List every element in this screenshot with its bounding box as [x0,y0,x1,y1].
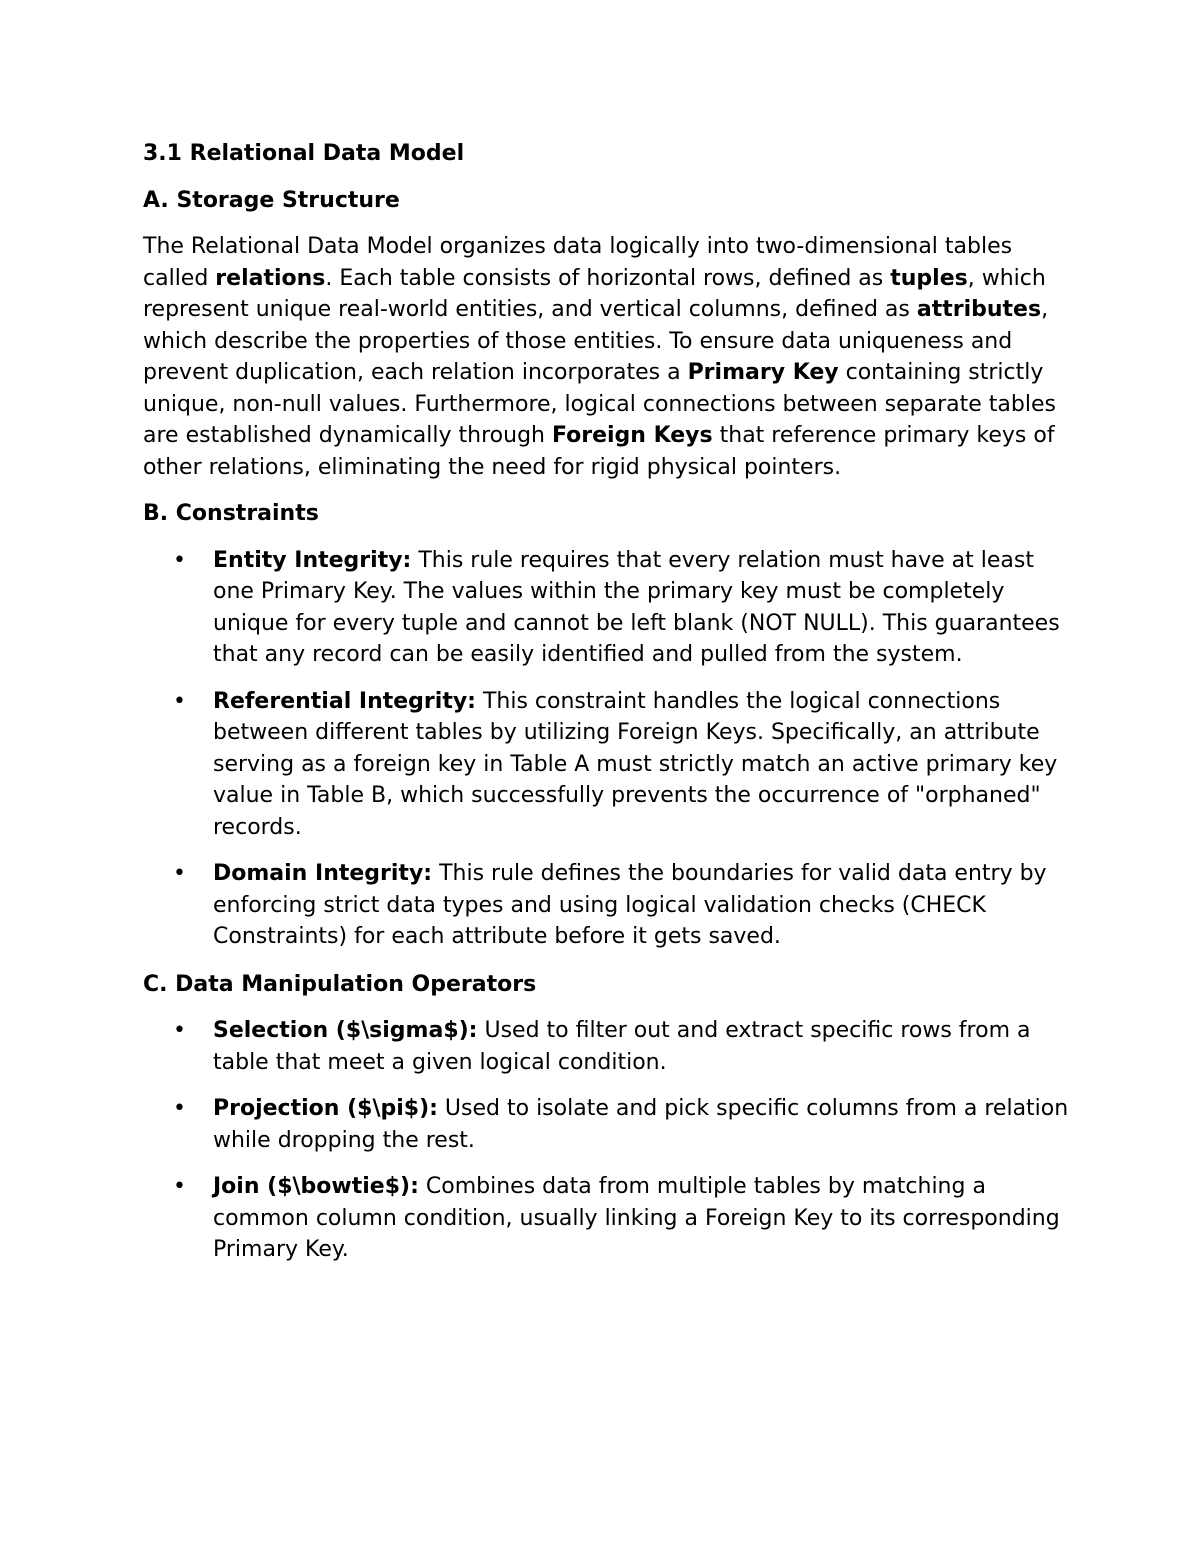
list-item-text: This constraint handles the logical connections between different tables by utilizing Foreign Keys. Specifically, an attribute serving as a foreign key in Table A must strictly match an active primary key value in Table B, which successfully prevents the occurrence of "orphaned" records. [213,688,1058,840]
constraints-heading: B. Constraints [143,501,319,526]
text-run: , which describe the properties of those entities. To ensure data uniqueness and prevent duplication, each relation incorporates a [143,297,1049,385]
list-item-text: This rule requires that every relation must have at least one Primary Key. The values within the primary key must be completely unique for every tuple and cannot be left blank (NOT NULL). This guarantees that any record can be easily identified and pulled from the system. [213,547,1060,667]
list-item [143,545,1073,671]
list-item [143,1015,1073,1078]
list-item-text: Used to isolate and pick specific columns from a relation while dropping the rest. [213,1096,1069,1153]
storage-structure-heading: A. Storage Structure [143,187,400,213]
bullet-icon: • [173,861,186,886]
bullet-icon: • [173,1174,186,1199]
list-item-term: Referential Integrity: [213,688,476,714]
bullet-icon: • [173,547,186,573]
list-item-term: Entity Integrity: [213,547,412,573]
list-item-term: Domain Integrity: [213,861,433,886]
term-primary-key: Primary Key [687,360,839,385]
text-run: The Relational Data Model organizes data logically into two-dimensional tables called [143,234,1013,291]
text-run: containing strictly unique, non-null values. Furthermore, logical connections between separate tables are established dynamically through [143,360,1056,448]
term-relations: relations [215,265,326,291]
list-item-text: Combines data from multiple tables by matching a common column condition, usually linking a Foreign Key to its corresponding Primary Key. [213,1174,1060,1262]
list-item [143,858,1073,953]
list-item [143,1171,1073,1266]
operators-list [143,1015,1073,1266]
bullet-icon: • [173,1096,186,1121]
list-item-term: Join ($\bowtie$): [213,1174,419,1199]
section-title: 3.1 Relational Data Model [143,141,465,166]
list-item-term: Projection ($\pi$): [213,1096,438,1121]
text-run: , which represent unique real-world entities, and vertical columns, defined as [143,265,1046,322]
operators-heading: C. Data Manipulation Operators [143,971,537,997]
bullet-icon: • [173,1018,186,1043]
text-run: . Each table consists of horizontal rows, defined as [325,265,891,291]
term-attributes: attributes [916,297,1042,322]
storage-structure-paragraph [143,231,1073,483]
list-item [143,686,1073,844]
constraints-list [143,545,1073,953]
list-item-text: Used to filter out and extract specific rows from a table that meet a given logical condition. [213,1018,1031,1075]
list-item-term: Selection ($\sigma$): [213,1018,478,1043]
list-item [143,1093,1073,1156]
term-tuples: tuples [890,265,968,291]
bullet-icon: • [173,688,186,714]
list-item-text: This rule defines the boundaries for valid data entry by enforcing strict data types and using logical validation checks (CHECK Constraints) for each attribute before it gets saved. [213,861,1047,949]
term-foreign-keys: Foreign Keys [551,423,713,448]
text-run: that reference primary keys of other relations, eliminating the need for rigid physical pointers. [143,423,1055,480]
document-page [143,138,1073,1282]
